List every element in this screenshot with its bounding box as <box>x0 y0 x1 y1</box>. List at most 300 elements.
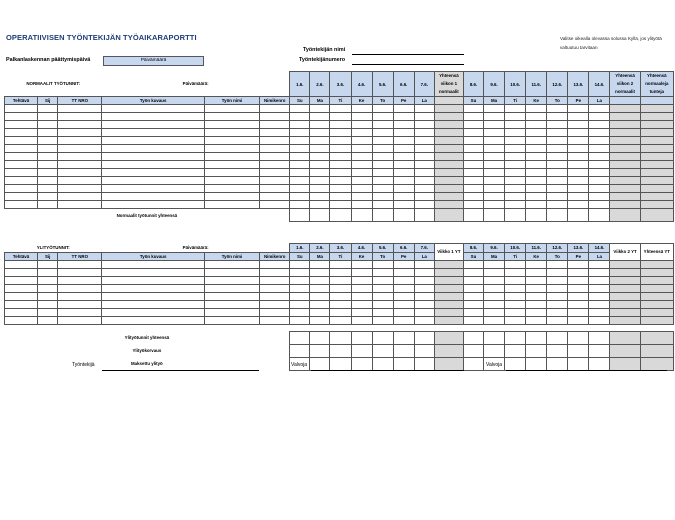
summary-cell[interactable] <box>351 344 372 357</box>
entry-cell[interactable] <box>260 177 290 185</box>
summary-cell[interactable] <box>640 344 673 357</box>
entry-cell[interactable] <box>330 121 351 129</box>
entry-cell[interactable] <box>589 169 610 177</box>
entry-cell[interactable] <box>463 145 483 153</box>
entry-cell[interactable] <box>484 121 505 129</box>
entry-cell[interactable] <box>290 260 310 268</box>
entry-cell[interactable] <box>526 268 547 276</box>
entry-cell[interactable] <box>484 316 505 324</box>
total-cell[interactable] <box>568 209 589 222</box>
entry-cell[interactable] <box>310 177 330 185</box>
entry-cell[interactable] <box>58 153 102 161</box>
entry-cell[interactable] <box>204 193 259 201</box>
entry-cell[interactable] <box>414 129 434 137</box>
entry-cell[interactable] <box>204 113 259 121</box>
entry-cell[interactable] <box>58 276 102 284</box>
entry-cell[interactable] <box>505 129 526 137</box>
entry-cell[interactable] <box>414 284 434 292</box>
entry-cell[interactable] <box>372 129 393 137</box>
entry-cell[interactable] <box>589 292 610 300</box>
entry-cell[interactable] <box>505 193 526 201</box>
entry-cell[interactable] <box>372 145 393 153</box>
total-cell[interactable] <box>484 209 505 222</box>
entry-cell[interactable] <box>568 153 589 161</box>
entry-cell[interactable] <box>568 193 589 201</box>
entry-cell[interactable] <box>484 300 505 308</box>
entry-cell[interactable] <box>526 177 547 185</box>
entry-cell[interactable] <box>102 105 204 113</box>
entry-cell[interactable] <box>547 300 568 308</box>
entry-cell[interactable] <box>102 193 204 201</box>
entry-cell[interactable] <box>547 276 568 284</box>
entry-cell[interactable] <box>372 276 393 284</box>
entry-cell[interactable] <box>526 121 547 129</box>
entry-cell[interactable] <box>310 169 330 177</box>
entry-cell[interactable] <box>102 169 204 177</box>
entry-cell[interactable] <box>463 169 483 177</box>
entry-cell[interactable] <box>372 316 393 324</box>
entry-cell[interactable] <box>204 137 259 145</box>
entry-cell[interactable] <box>38 145 58 153</box>
entry-cell[interactable] <box>414 161 434 169</box>
entry-cell[interactable] <box>589 185 610 193</box>
entry-cell[interactable] <box>310 268 330 276</box>
total-cell[interactable] <box>589 209 610 222</box>
entry-cell[interactable] <box>505 201 526 209</box>
entry-cell[interactable] <box>290 145 310 153</box>
entry-cell[interactable] <box>589 308 610 316</box>
entry-cell[interactable] <box>484 260 505 268</box>
entry-cell[interactable] <box>414 268 434 276</box>
entry-cell[interactable] <box>463 193 483 201</box>
entry-cell[interactable] <box>526 276 547 284</box>
entry-cell[interactable] <box>505 300 526 308</box>
entry-cell[interactable] <box>330 153 351 161</box>
entry-cell[interactable] <box>568 284 589 292</box>
entry-cell[interactable] <box>372 193 393 201</box>
entry-cell[interactable] <box>526 292 547 300</box>
entry-cell[interactable] <box>330 268 351 276</box>
entry-cell[interactable] <box>102 260 204 268</box>
entry-cell[interactable] <box>351 193 372 201</box>
entry-cell[interactable] <box>38 316 58 324</box>
entry-cell[interactable] <box>38 177 58 185</box>
entry-cell[interactable] <box>547 316 568 324</box>
entry-cell[interactable] <box>330 260 351 268</box>
entry-cell[interactable] <box>290 105 310 113</box>
entry-cell[interactable] <box>414 137 434 145</box>
entry-cell[interactable] <box>330 193 351 201</box>
entry-cell[interactable] <box>204 260 259 268</box>
entry-cell[interactable] <box>393 161 414 169</box>
entry-cell[interactable] <box>372 201 393 209</box>
entry-cell[interactable] <box>290 129 310 137</box>
employee-signature-line[interactable] <box>102 363 259 371</box>
entry-cell[interactable] <box>589 121 610 129</box>
entry-cell[interactable] <box>568 268 589 276</box>
entry-cell[interactable] <box>204 169 259 177</box>
entry-cell[interactable] <box>330 284 351 292</box>
entry-cell[interactable] <box>38 129 58 137</box>
entry-cell[interactable] <box>393 268 414 276</box>
entry-cell[interactable] <box>463 113 483 121</box>
total-cell[interactable] <box>434 209 463 222</box>
entry-cell[interactable] <box>5 105 38 113</box>
entry-cell[interactable] <box>38 169 58 177</box>
entry-cell[interactable] <box>526 260 547 268</box>
entry-cell[interactable] <box>260 201 290 209</box>
entry-cell[interactable] <box>393 316 414 324</box>
entry-cell[interactable] <box>351 276 372 284</box>
entry-cell[interactable] <box>310 260 330 268</box>
entry-cell[interactable] <box>260 308 290 316</box>
entry-cell[interactable] <box>5 153 38 161</box>
entry-cell[interactable] <box>102 129 204 137</box>
entry-cell[interactable] <box>351 185 372 193</box>
entry-cell[interactable] <box>393 137 414 145</box>
entry-cell[interactable] <box>5 193 38 201</box>
entry-cell[interactable] <box>5 145 38 153</box>
entry-cell[interactable] <box>58 113 102 121</box>
total-cell[interactable] <box>547 209 568 222</box>
entry-cell[interactable] <box>310 284 330 292</box>
entry-cell[interactable] <box>290 153 310 161</box>
entry-cell[interactable] <box>204 300 259 308</box>
entry-cell[interactable] <box>260 161 290 169</box>
entry-cell[interactable] <box>330 177 351 185</box>
entry-cell[interactable] <box>414 276 434 284</box>
entry-cell[interactable] <box>505 284 526 292</box>
entry-cell[interactable] <box>290 161 310 169</box>
entry-cell[interactable] <box>5 201 38 209</box>
supervisor-signature-line-1[interactable] <box>311 363 464 371</box>
entry-cell[interactable] <box>547 268 568 276</box>
entry-cell[interactable] <box>589 137 610 145</box>
entry-cell[interactable] <box>463 185 483 193</box>
entry-cell[interactable] <box>526 193 547 201</box>
entry-cell[interactable] <box>547 260 568 268</box>
entry-cell[interactable] <box>526 129 547 137</box>
entry-cell[interactable] <box>102 276 204 284</box>
entry-cell[interactable] <box>351 292 372 300</box>
entry-cell[interactable] <box>38 300 58 308</box>
entry-cell[interactable] <box>260 300 290 308</box>
entry-cell[interactable] <box>102 201 204 209</box>
summary-cell[interactable] <box>372 344 393 357</box>
entry-cell[interactable] <box>102 185 204 193</box>
entry-cell[interactable] <box>484 105 505 113</box>
entry-cell[interactable] <box>330 137 351 145</box>
entry-cell[interactable] <box>204 153 259 161</box>
entry-cell[interactable] <box>463 105 483 113</box>
entry-cell[interactable] <box>204 121 259 129</box>
entry-cell[interactable] <box>290 268 310 276</box>
entry-cell[interactable] <box>589 105 610 113</box>
entry-cell[interactable] <box>463 153 483 161</box>
entry-cell[interactable] <box>310 185 330 193</box>
entry-cell[interactable] <box>568 145 589 153</box>
entry-cell[interactable] <box>589 201 610 209</box>
entry-cell[interactable] <box>568 308 589 316</box>
entry-cell[interactable] <box>505 268 526 276</box>
entry-cell[interactable] <box>463 308 483 316</box>
entry-cell[interactable] <box>290 113 310 121</box>
entry-cell[interactable] <box>58 201 102 209</box>
entry-cell[interactable] <box>290 276 310 284</box>
entry-cell[interactable] <box>547 137 568 145</box>
entry-cell[interactable] <box>526 169 547 177</box>
summary-cell[interactable] <box>526 331 547 344</box>
entry-cell[interactable] <box>414 105 434 113</box>
entry-cell[interactable] <box>393 193 414 201</box>
entry-cell[interactable] <box>351 113 372 121</box>
entry-cell[interactable] <box>372 169 393 177</box>
entry-cell[interactable] <box>204 105 259 113</box>
entry-cell[interactable] <box>589 113 610 121</box>
entry-cell[interactable] <box>484 129 505 137</box>
supervisor-signature-line-2[interactable] <box>506 363 667 371</box>
summary-cell[interactable] <box>463 331 483 344</box>
entry-cell[interactable] <box>38 284 58 292</box>
entry-cell[interactable] <box>547 169 568 177</box>
entry-cell[interactable] <box>463 260 483 268</box>
entry-cell[interactable] <box>58 169 102 177</box>
entry-cell[interactable] <box>484 185 505 193</box>
entry-cell[interactable] <box>102 300 204 308</box>
entry-cell[interactable] <box>393 201 414 209</box>
entry-cell[interactable] <box>484 153 505 161</box>
entry-cell[interactable] <box>414 300 434 308</box>
entry-cell[interactable] <box>290 201 310 209</box>
total-cell[interactable] <box>372 209 393 222</box>
total-cell[interactable] <box>610 209 640 222</box>
entry-cell[interactable] <box>547 177 568 185</box>
entry-cell[interactable] <box>484 201 505 209</box>
entry-cell[interactable] <box>102 308 204 316</box>
entry-cell[interactable] <box>260 284 290 292</box>
total-cell[interactable] <box>351 209 372 222</box>
entry-cell[interactable] <box>372 268 393 276</box>
entry-cell[interactable] <box>526 185 547 193</box>
entry-cell[interactable] <box>568 201 589 209</box>
entry-cell[interactable] <box>589 129 610 137</box>
entry-cell[interactable] <box>260 145 290 153</box>
entry-cell[interactable] <box>290 308 310 316</box>
entry-cell[interactable] <box>547 308 568 316</box>
entry-cell[interactable] <box>393 121 414 129</box>
entry-cell[interactable] <box>204 145 259 153</box>
entry-cell[interactable] <box>505 292 526 300</box>
entry-cell[interactable] <box>310 137 330 145</box>
employee-number-field[interactable] <box>352 57 464 65</box>
entry-cell[interactable] <box>372 185 393 193</box>
summary-cell[interactable] <box>290 331 310 344</box>
entry-cell[interactable] <box>372 292 393 300</box>
entry-cell[interactable] <box>204 185 259 193</box>
entry-cell[interactable] <box>372 161 393 169</box>
entry-cell[interactable] <box>58 260 102 268</box>
entry-cell[interactable] <box>484 145 505 153</box>
entry-cell[interactable] <box>102 145 204 153</box>
entry-cell[interactable] <box>58 268 102 276</box>
entry-cell[interactable] <box>310 201 330 209</box>
entry-cell[interactable] <box>58 292 102 300</box>
entry-cell[interactable] <box>414 193 434 201</box>
entry-cell[interactable] <box>310 161 330 169</box>
entry-cell[interactable] <box>589 193 610 201</box>
entry-cell[interactable] <box>505 185 526 193</box>
summary-cell[interactable] <box>330 331 351 344</box>
entry-cell[interactable] <box>547 193 568 201</box>
entry-cell[interactable] <box>5 137 38 145</box>
entry-cell[interactable] <box>505 308 526 316</box>
entry-cell[interactable] <box>102 284 204 292</box>
entry-cell[interactable] <box>5 161 38 169</box>
summary-cell[interactable] <box>372 331 393 344</box>
entry-cell[interactable] <box>547 113 568 121</box>
entry-cell[interactable] <box>372 308 393 316</box>
total-cell[interactable] <box>330 209 351 222</box>
entry-cell[interactable] <box>38 268 58 276</box>
summary-cell[interactable] <box>393 344 414 357</box>
entry-cell[interactable] <box>38 185 58 193</box>
entry-cell[interactable] <box>589 161 610 169</box>
entry-cell[interactable] <box>568 169 589 177</box>
entry-cell[interactable] <box>505 145 526 153</box>
total-cell[interactable] <box>463 209 483 222</box>
entry-cell[interactable] <box>38 308 58 316</box>
summary-cell[interactable] <box>310 344 330 357</box>
entry-cell[interactable] <box>310 121 330 129</box>
entry-cell[interactable] <box>5 113 38 121</box>
entry-cell[interactable] <box>589 153 610 161</box>
entry-cell[interactable] <box>5 169 38 177</box>
summary-cell[interactable] <box>290 344 310 357</box>
entry-cell[interactable] <box>463 177 483 185</box>
entry-cell[interactable] <box>310 145 330 153</box>
entry-cell[interactable] <box>393 153 414 161</box>
entry-cell[interactable] <box>260 193 290 201</box>
entry-cell[interactable] <box>351 316 372 324</box>
entry-cell[interactable] <box>38 292 58 300</box>
entry-cell[interactable] <box>58 145 102 153</box>
entry-cell[interactable] <box>484 177 505 185</box>
entry-cell[interactable] <box>5 268 38 276</box>
entry-cell[interactable] <box>5 121 38 129</box>
entry-cell[interactable] <box>393 177 414 185</box>
summary-cell[interactable] <box>434 331 463 344</box>
entry-cell[interactable] <box>568 185 589 193</box>
summary-cell[interactable] <box>484 331 505 344</box>
entry-cell[interactable] <box>351 145 372 153</box>
entry-cell[interactable] <box>568 292 589 300</box>
entry-cell[interactable] <box>58 105 102 113</box>
entry-cell[interactable] <box>484 137 505 145</box>
entry-cell[interactable] <box>290 193 310 201</box>
entry-cell[interactable] <box>526 308 547 316</box>
summary-cell[interactable] <box>610 344 640 357</box>
summary-cell[interactable] <box>463 344 483 357</box>
entry-cell[interactable] <box>102 121 204 129</box>
entry-cell[interactable] <box>351 161 372 169</box>
entry-cell[interactable] <box>526 153 547 161</box>
entry-cell[interactable] <box>505 105 526 113</box>
entry-cell[interactable] <box>310 153 330 161</box>
entry-cell[interactable] <box>568 177 589 185</box>
entry-cell[interactable] <box>568 316 589 324</box>
entry-cell[interactable] <box>414 153 434 161</box>
entry-cell[interactable] <box>330 113 351 121</box>
entry-cell[interactable] <box>372 260 393 268</box>
entry-cell[interactable] <box>5 177 38 185</box>
entry-cell[interactable] <box>102 316 204 324</box>
entry-cell[interactable] <box>547 161 568 169</box>
entry-cell[interactable] <box>204 201 259 209</box>
entry-cell[interactable] <box>38 121 58 129</box>
entry-cell[interactable] <box>330 105 351 113</box>
entry-cell[interactable] <box>204 161 259 169</box>
entry-cell[interactable] <box>102 153 204 161</box>
entry-cell[interactable] <box>463 129 483 137</box>
entry-cell[interactable] <box>260 169 290 177</box>
summary-cell[interactable] <box>463 357 483 370</box>
entry-cell[interactable] <box>260 121 290 129</box>
entry-cell[interactable] <box>484 193 505 201</box>
entry-cell[interactable] <box>310 105 330 113</box>
entry-cell[interactable] <box>38 201 58 209</box>
entry-cell[interactable] <box>505 121 526 129</box>
entry-cell[interactable] <box>547 105 568 113</box>
entry-cell[interactable] <box>260 105 290 113</box>
entry-cell[interactable] <box>505 113 526 121</box>
entry-cell[interactable] <box>310 292 330 300</box>
entry-cell[interactable] <box>330 129 351 137</box>
entry-cell[interactable] <box>204 316 259 324</box>
summary-cell[interactable] <box>547 344 568 357</box>
entry-cell[interactable] <box>260 316 290 324</box>
entry-cell[interactable] <box>505 316 526 324</box>
entry-cell[interactable] <box>102 177 204 185</box>
entry-cell[interactable] <box>5 185 38 193</box>
entry-cell[interactable] <box>204 177 259 185</box>
summary-cell[interactable] <box>351 331 372 344</box>
summary-cell[interactable] <box>568 344 589 357</box>
entry-cell[interactable] <box>38 161 58 169</box>
entry-cell[interactable] <box>463 201 483 209</box>
entry-cell[interactable] <box>5 276 38 284</box>
entry-cell[interactable] <box>102 268 204 276</box>
entry-cell[interactable] <box>58 193 102 201</box>
entry-cell[interactable] <box>260 260 290 268</box>
summary-cell[interactable] <box>547 331 568 344</box>
entry-cell[interactable] <box>526 284 547 292</box>
entry-cell[interactable] <box>260 276 290 284</box>
entry-cell[interactable] <box>568 276 589 284</box>
entry-cell[interactable] <box>414 260 434 268</box>
entry-cell[interactable] <box>5 284 38 292</box>
total-cell[interactable] <box>526 209 547 222</box>
entry-cell[interactable] <box>290 177 310 185</box>
entry-cell[interactable] <box>204 284 259 292</box>
entry-cell[interactable] <box>260 113 290 121</box>
entry-cell[interactable] <box>372 121 393 129</box>
summary-cell[interactable] <box>393 331 414 344</box>
entry-cell[interactable] <box>414 201 434 209</box>
entry-cell[interactable] <box>568 129 589 137</box>
entry-cell[interactable] <box>505 260 526 268</box>
entry-cell[interactable] <box>463 137 483 145</box>
entry-cell[interactable] <box>393 276 414 284</box>
